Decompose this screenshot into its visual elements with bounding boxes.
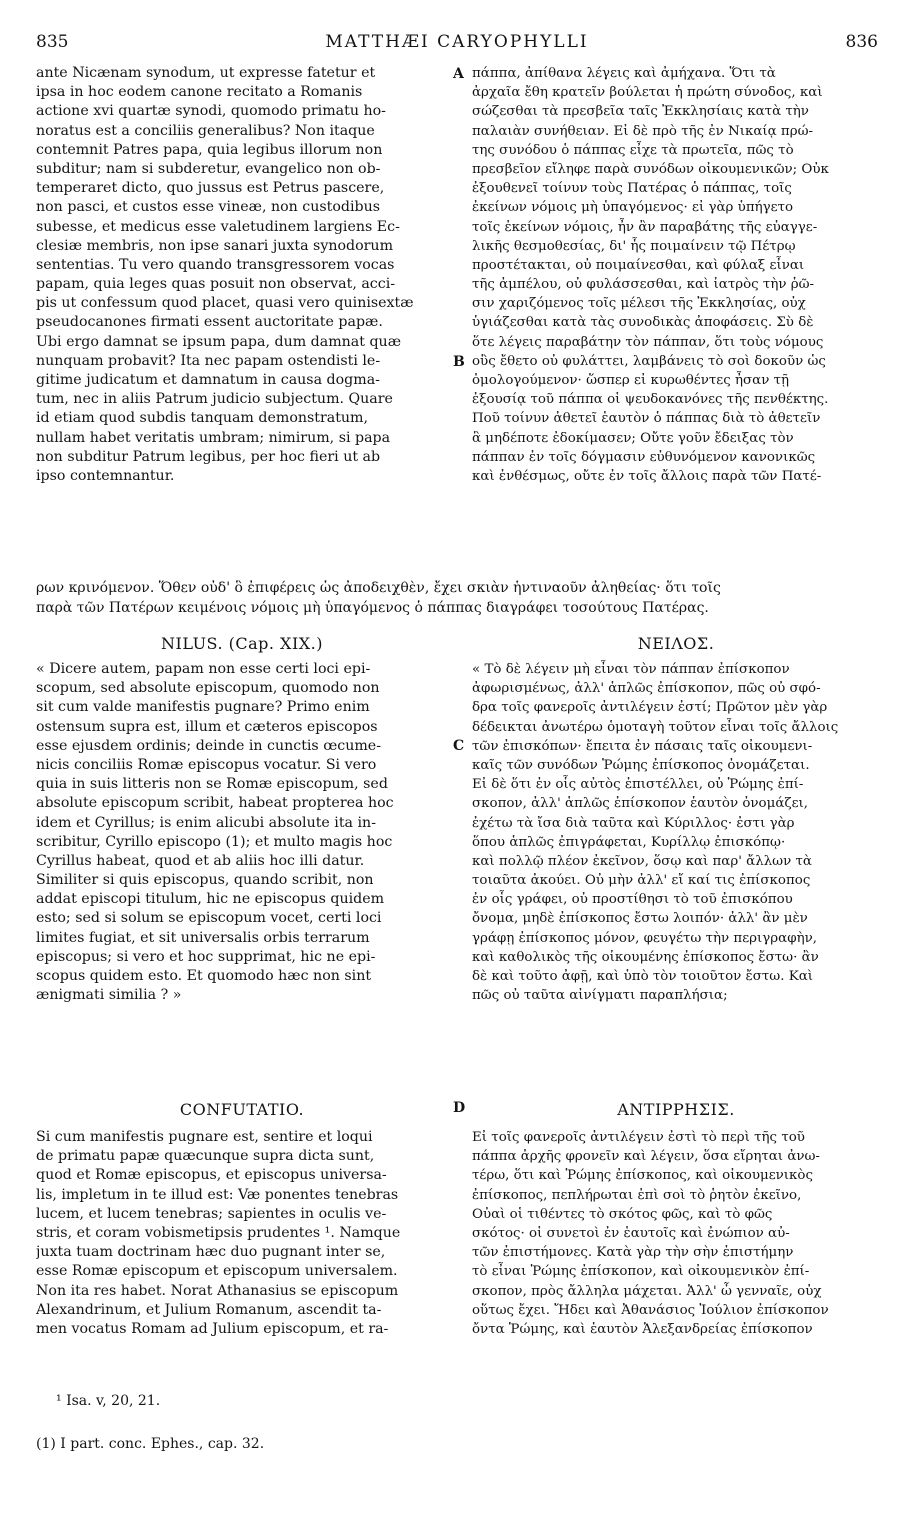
text-line: ἐν οἷς γράφει, οὐ προστίθησι τὸ τοῦ ἐπισκόπου [472,892,793,908]
margin-marker-a: A [453,66,464,82]
section-heading-antirrhesis: ΑΝΤΙΡΡΗΣΙΣ. [617,1100,735,1119]
greek-column-block1 [472,64,880,486]
greek-fullwidth-continuation [36,578,880,618]
text-line: τῆς ἀμπέλου, οὐ φυλάσσεσθαι, καὶ ἰατρὸς τὴν ῥῶ- [472,277,815,293]
text-line: « Dicere autem, papam non esse certi loci epi- [36,661,371,677]
text-line: scribitur, Cyrillo episcopo (1); et multo magis hoc [36,833,393,850]
text-line: καὶ καθολικὸς τῆς οἰκουμένης ἐπίσκοπος ἔστω· ἂν [472,949,819,965]
text-line: ἃ μηδέποτε ἐδοκίμασεν; Οὔτε γοῦν ἔδειξας τὸν [472,430,794,446]
text-line: Ubi ergo damnat se ipsum papa, dum damnat quæ [36,333,402,350]
text-line: id etiam quod subdis tanquam demonstratum, [36,410,369,427]
text-line: ὅτε λέγεις παραβάτην τὸν πάππαν, ὅτι τοὺς νόμους [472,334,824,350]
text-line: Cyrillus habeat, quod et ab aliis hoc illi datur. [36,852,365,869]
greek-column-neilos [472,660,880,1005]
text-line: pis ut confessum quod placet, quasi vero quinisextæ [36,295,414,312]
page-number-left: 835 [36,32,69,52]
text-line: ἐπίσκοπος, πεπλήρωται ἐπὶ σοὶ τὸ ῥητὸν ἐκεῖνο, [472,1187,802,1203]
text-line: subesse, et medicus esse valetudinem largiens Ec- [36,218,400,235]
text-line: ρων κρινόμενον. Ὅθεν οὐδ' ὃ ἐπιφέρεις ὡς ἀποδειχθὲν, ἔχει σκιὰν ἡντιναοῦν ἀληθείας· ὅτι τοῖς [36,580,721,596]
text-line: nunquam probavit? Ita nec papam ostendisti le- [36,352,381,369]
text-line: addat episcopi titulum, hic ne episcopus quidem [36,891,385,908]
text-line: καὶ πολλῷ πλέον ἐκεῖνον, ὅσῳ καὶ παρ' ἄλλων τὰ [472,853,812,869]
text-line: scopus quidem esto. Et quomodo hæc non sint [36,968,372,984]
margin-marker-c: C [453,738,465,754]
text-line: tum, nec in aliis Patrum judicio subjectum. Quare [36,391,393,408]
text-line: ante Nicænam synodum, ut expresse fatetur et [36,65,376,81]
text-line: Alexandrinum, et Julium Romanum, ascendit ta- [36,1301,382,1318]
text-line: καὶ ἐνθέσμως, οὔτε ἐν τοῖς ἄλλοις παρὰ τῶν Πατέ- [472,468,822,484]
text-line: τὸ εἶναι Ῥώμης ἐπίσκοπον, καὶ οἰκουμενικὸν ἐπί- [472,1264,810,1280]
latin-column-nilus [36,660,448,1005]
text-line: subditur; nam si subderetur, evangelico non ob- [36,160,381,177]
text-line: προστέτακται, οὐ ποιμαίνεσθαι, καὶ φύλαξ εἶναι [472,257,805,273]
text-line: men vocatus Romam ad Julium episcopum, et ra- [36,1320,389,1337]
text-line: τέρω, ὅτι καὶ Ῥώμης ἐπίσκοπος, καὶ οἰκουμενικὸς [472,1168,813,1184]
text-line: παρὰ τῶν Πατέρων κειμένοις νόμοις μὴ ὑπαγόμενος ὁ πάππας διαγράφει τοσούτους Πατέρας. [36,600,709,616]
text-line: contemnit Patres papa, quia legibus illorum non [36,141,383,158]
text-line: quod et Romæ episcopus, et episcopus universa- [36,1167,387,1184]
text-line: δέδεικται ἀνωτέρω ὁμοταγὴ τοῦτον εἶναι τοῖς ἄλλοις [472,719,839,735]
margin-marker-b: B [453,354,465,370]
text-line: πάππαν ἐν τοῖς δόγμασιν εὐθυνόμενον κανονικῶς [472,449,816,465]
text-line: de primatu papæ quæcunque supra dicta sunt, [36,1148,375,1165]
text-line: Οὐαὶ οἱ τιθέντες τὸ σκότος φῶς, καὶ τὸ φῶς [472,1206,773,1222]
text-line: Non ita res habet. Norat Athanasius se episcopum [36,1282,399,1299]
text-line: πῶς οὐ ταῦτα αἰνίγματι παραπλήσια; [472,988,728,1004]
text-line: lucem, et lucem tenebras; sapientes in oculis ve- [36,1205,387,1222]
text-line: absolute episcopum scribit, habeat propterea hoc [36,795,394,812]
text-line: πάππα, ἀπίθανα λέγεις καὶ ἀμήχανα. Ὅτι τὰ [472,66,776,81]
running-header [36,32,878,56]
text-line: episcopus; si vero et hoc supprimat, hic ne epi- [36,948,376,965]
footnote-bible-reference: ¹ Isa. v, 20, 21. [56,1393,161,1409]
text-line: stris, et coram vobismetipsis prudentes ¹. Namque [36,1224,401,1241]
text-line: clesiæ membris, non ipse sanari juxta synodorum [36,237,394,254]
text-line: σκότος· οἱ συνετοὶ ἐν ἑαυτοῖς καὶ ἐνώπιον αὐ- [472,1225,790,1241]
text-line: Εἰ δὲ ὅτι ἐν οἷς αὐτὸς ἐπιστέλλει, οὐ Ῥώμης ἐπί- [472,777,804,793]
text-line: ænigmati similia ? » [36,987,182,1004]
text-line: gitime judicatum et damnatum in causa dogma- [36,372,380,388]
text-line: ἐξουθενεῖ τοίνυν τοὺς Πατέρας ὁ πάππας, τοῖς [472,181,792,197]
text-line: quia in suis litteris non se Romæ episcopum, sed [36,776,388,793]
text-line: Similiter si quis episcopus, quando scribit, non [36,872,374,889]
text-line: ἀφωρισμένως, ἀλλ' ἁπλῶς ἐπίσκοπον, πῶς οὐ σφό- [472,681,821,697]
text-line: καῖς τῶν συνόδων Ῥώμης ἐπίσκοπος ὀνομάζεται. [472,757,810,773]
text-line: pseudocanones firmati essent auctoritate papæ. [36,314,383,331]
running-title: MATTHÆI CARYOPHYLLI [325,32,589,52]
text-line: non subditur Patrum legibus, per hoc fieri ut ab [36,448,381,465]
text-line: ἐχέτω τὰ ἴσα διὰ ταῦτα καὶ Κύριλλος· ἐστι γὰρ [472,815,795,831]
text-line: actione xvi quartæ synodi, quomodo primatu ho- [36,103,386,120]
text-line: σιν χαριζόμενος τοῖς μέλεσι τῆς Ἐκκλησίας, οὐχ [472,296,806,312]
text-line: σώζεσθαι τὰ πρεσβεῖα ταῖς Ἐκκλησίαις κατὰ τὴν [472,104,809,120]
text-line: ipsa in hoc eodem canone recitato a Romanis [36,84,363,101]
footnote-council-reference: (1) I part. conc. Ephes., cap. 32. [36,1436,265,1452]
text-line: τῶν ἐπισκόπων· ἔπειτα ἐν πάσαις ταῖς οἰκουμενι- [472,738,813,754]
text-line: temperaret dicto, quo jussus est Petrus pascere, [36,180,385,197]
text-line: λικῆς θεσμοθεσίας, δι' ἧς ποιμαίνειν τῷ Πέτρῳ [472,238,796,254]
text-line: non pasci, et custos esse vineæ, non custodibus [36,199,381,216]
greek-column-antirrhesis [472,1128,880,1339]
text-line: scopum, sed absolute episcopum, quomodo non [36,680,380,697]
text-line: nicis conciliis Romæ episcopus vocatur. Si vero [36,756,377,773]
text-line: ὁμολογούμενον· ὥσπερ εἰ κυρωθέντες ἦσαν τῇ [472,373,790,388]
text-line: της συνόδου ὁ πάππας εἶχε τὰ πρωτεῖα, πῶς τὸ [472,142,794,158]
text-line: ἐκείνων νόμοις μὴ ὑπαγόμενος· εἰ γὰρ ὑπήγετο [472,200,794,216]
text-line: ostensum supra est, illum et cæteros episcopos [36,718,378,735]
text-line: δὲ καὶ τοῦτο ἀφῇ, καὶ ὑπὸ τὸν τοιοῦτον ἔστω. Καὶ [472,969,814,984]
text-line: ipso contemnantur. [36,467,175,484]
text-line: limites fugiat, et sit universalis orbis terrarum [36,929,370,946]
text-line: Si cum manifestis pugnare est, sentire et loqui [36,1129,373,1145]
text-line: idem et Cyrillus; is enim alicubi absolute ita in- [36,814,376,831]
text-line: οὕτως ἔχει. Ἤδει καὶ Ἀθανάσιος Ἰούλιον ἐπίσκοπον [472,1302,829,1318]
text-line: τοῖς ἐκείνων νόμοις, ἦν ἂν παραβάτης τῆς εὐαγγε- [472,219,818,235]
text-line: ὅπου ἁπλῶς ἐπιγράφεται, Κυρίλλῳ ἐπισκόπῳ· [472,834,786,850]
text-line: juxta tuam doctrinam hæc duo pugnant inter se, [36,1244,386,1261]
text-line: πάππα ἀρχῆς φρονεῖν καὶ λέγειν, ὅσα εἴρηται ἀνω- [472,1149,820,1165]
text-line: Εἰ τοῖς φανεροῖς ἀντιλέγειν ἐστὶ τὸ περὶ τῆς τοῦ [472,1130,805,1145]
text-line: sententias. Tu vero quando transgressorem vocas [36,256,395,273]
text-line: παλαιὰν συνήθειαν. Εἰ δὲ πρὸ τῆς ἐν Νικαίᾳ πρώ- [472,123,814,139]
text-line: ἐξουσίᾳ τοῦ πάππα οἱ ψευδοκανόνες τῆς πενθέκτης. [472,392,829,408]
text-line: σκοπον, πρὸς ἄλληλα μάχεται. Ἀλλ' ὦ γενναῖε, οὐχ [472,1283,822,1299]
text-line: esto; sed si solum se episcopum vocet, certi loci [36,910,382,927]
text-line: ὑγιάζεσθαι κατὰ τὰς συνοδικὰς ἀποφάσεις. Σὺ δὲ [472,315,814,331]
margin-marker-d: D [453,1100,466,1116]
text-line: papam, quia leges quas posuit non observat, acci- [36,276,396,293]
latin-column-confutatio [36,1128,448,1339]
latin-column-block1 [36,64,448,486]
text-line: οὓς ἔθετο οὐ φυλάττει, λαμβάνεις τὸ σοὶ δοκοῦν ὡς [472,353,826,369]
section-heading-confutatio: CONFUTATIO. [179,1100,305,1119]
text-line: esse ejusdem ordinis; deinde in cunctis œcume- [36,737,381,754]
text-line: δρα τοῖς φανεροῖς ἀντιλέγειν ἐστί; Πρῶτον μὲν γὰρ [472,700,828,716]
text-line: ἀρχαῖα ἔθη κρατεῖν βούλεται ἡ πρώτη σύνοδος, καὶ [472,85,823,101]
text-line: esse Romæ episcopum et episcopum universalem. [36,1263,398,1280]
text-line: Ποῦ τοίνυν ἀθετεῖ ἑαυτὸν ὁ πάππας διὰ τὸ ἀθετεῖν [472,411,821,427]
text-line: γράφῃ ἐπίσκοπος μόνον, φευγέτω τὴν περιγραφὴν, [472,930,817,946]
section-heading-neilos: ΝΕΙΛΟΣ. [637,634,715,653]
page-number-right: 836 [845,32,878,52]
text-line: ὄντα Ῥώμης, καὶ ἑαυτὸν Ἀλεξανδρείας ἐπίσκοπον [472,1321,813,1337]
text-line: lis, impletum in te illud est: Væ ponentes tenebras [36,1186,399,1203]
text-line: sit cum valde manifestis pugnare? Primo enim [36,699,370,716]
text-line: πρεσβεῖον εἴληφε παρὰ συνόδων οἰκουμενικῶν; Οὐκ [472,161,829,177]
text-line: τοιαῦτα ἀκούει. Οὐ μὴν ἀλλ' εἴ καί τις ἐπίσκοπος [472,873,811,889]
text-line: « Τὸ δὲ λέγειν μὴ εἶναι τὸν πάππαν ἐπίσκοπον [472,662,790,677]
section-heading-nilus: NILUS. (Cap. XIX.) [161,634,323,653]
text-line: nullam habet veritatis umbram; nimirum, si papa [36,429,391,446]
text-line: σκοπον, ἀλλ' ἁπλῶς ἐπίσκοπον ἑαυτὸν ὀνομάζει, [472,796,809,812]
text-line: ὄνομα, μηδὲ ἐπίσκοπος ἔστω λοιπόν· ἀλλ' ἂν μὲν [472,911,808,927]
text-line: noratus est a conciliis generalibus? Non itaque [36,122,375,139]
text-line: τῶν ἐπιστήμονες. Κατὰ γὰρ τὴν σὴν ἐπιστήμην [472,1245,794,1261]
